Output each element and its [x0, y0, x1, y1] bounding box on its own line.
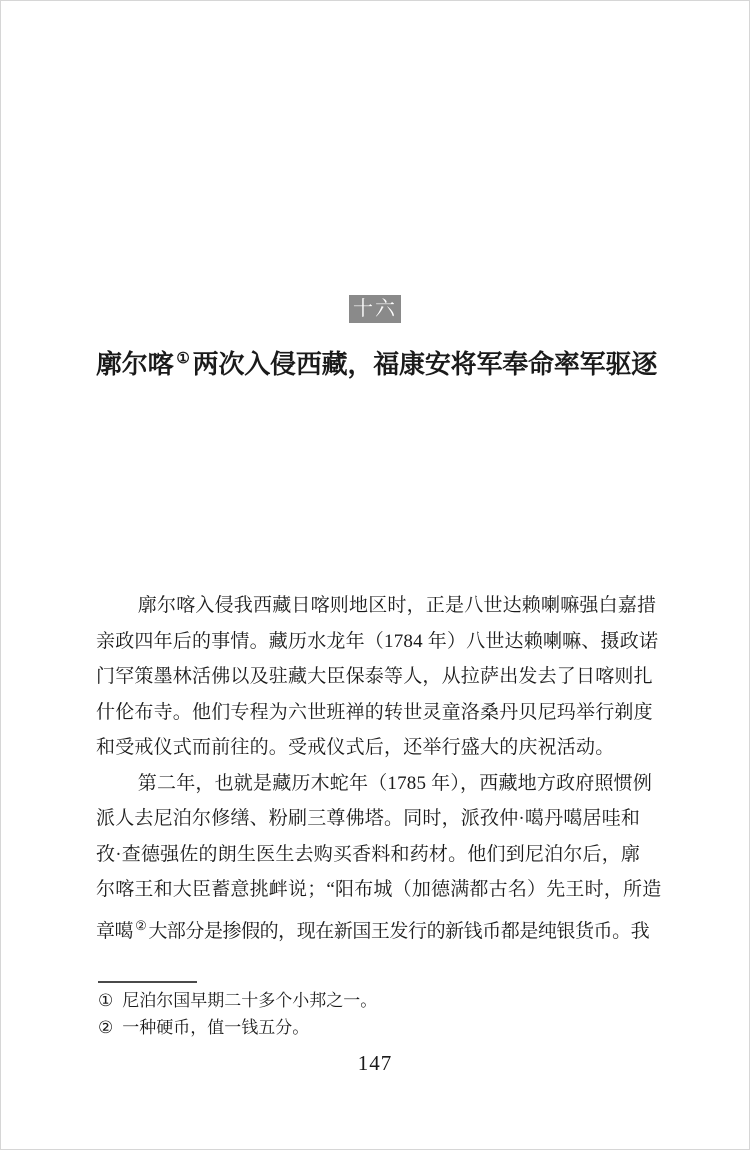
chapter-title-prefix: 廓尔喀 [96, 350, 174, 379]
page-number: 147 [357, 1051, 393, 1075]
body-line: 第二年，也就是藏历木蛇年（1785 年），西藏地方政府照惯例 [137, 772, 653, 794]
chapter-title [96, 337, 656, 387]
body-line: 孜·查德强佐的朗生医生去购买香料和药材。他们到尼泊尔后，廓 [96, 843, 641, 865]
body-line: 什伦布寺。他们专程为六世班禅的转世灵童洛桑丹贝尼玛举行剃度 [96, 701, 653, 723]
footnotes-section [98, 981, 658, 1041]
footnote-reference-2: ② [135, 917, 147, 933]
body-line: 亲政四年后的事情。藏历水龙年（1784 年）八世达赖喇嘛、摄政诺 [96, 630, 659, 652]
footnote-marker-1: ① [98, 991, 114, 1010]
footnote-item-2 [98, 1014, 658, 1041]
paragraph-2 [96, 766, 662, 944]
body-line: 派人去尼泊尔修缮、粉刷三尊佛塔。同时，派孜仲·噶丹噶居哇和 [96, 808, 641, 829]
footnote-item-1 [98, 987, 658, 1014]
chapter-number-badge: 十六 [349, 295, 401, 323]
body-line: 尔喀王和大臣蓄意挑衅说；“阳布城（加德满都古名）先王时，所造 [96, 879, 662, 900]
body-line [96, 908, 656, 944]
footnote-divider [98, 981, 197, 983]
body-line-prefix: 章噶 [96, 920, 134, 942]
footnote-text-2: 一种硬币，值一钱五分。 [122, 1018, 310, 1037]
chapter-title-rest: 两次入侵西藏，福康安将军奉命率军驱逐 [192, 350, 658, 379]
body-line: 和受戒仪式而前往的。受戒仪式后，还举行盛大的庆祝活动。 [96, 737, 615, 758]
body-line-rest: 大部分是掺假的，现在新国王发行的新钱币都是纯银货币。我 [148, 920, 650, 942]
chapter-badge-row [1, 295, 749, 323]
body-line: 门罕策墨林活佛以及驻藏大臣保泰等人，从拉萨出发去了日喀则扎 [96, 666, 653, 687]
body-line: 廓尔喀入侵我西藏日喀则地区时，正是八世达赖喇嘛强白嘉措 [137, 595, 657, 616]
paragraph-1 [96, 588, 659, 766]
footnote-reference-1: ① [176, 351, 190, 367]
body-text [96, 588, 662, 943]
footnote-text-1: 尼泊尔国早期二十多个小邦之一。 [122, 991, 378, 1010]
footnote-marker-2: ② [98, 1018, 114, 1037]
